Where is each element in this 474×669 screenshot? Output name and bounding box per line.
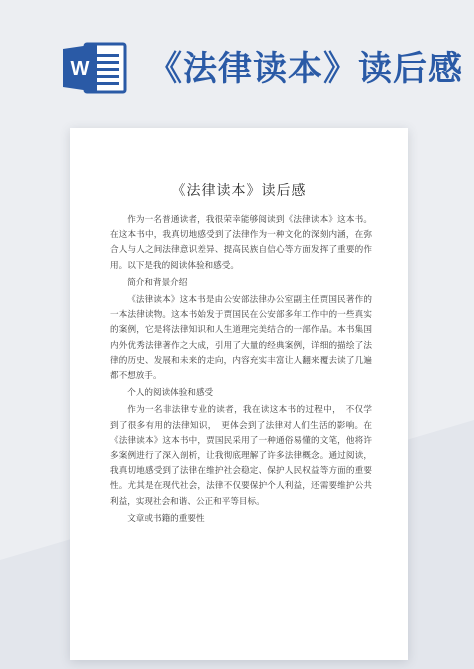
- header-banner: [0, 0, 474, 120]
- document-page: [70, 128, 408, 660]
- svg-text:W: W: [70, 58, 90, 80]
- document-body: [110, 213, 372, 529]
- header-title: 《法律读本》读后感: [148, 49, 463, 89]
- section-heading-intro: 简介和背景介绍: [127, 277, 188, 288]
- section-heading-importance: 文章或书籍的重要性: [127, 513, 205, 524]
- document-title: 《法律读本》读后感: [171, 183, 307, 199]
- experience-paragraph: 作为一名非法律专业的读者，我在读这本书的过程中， 不仅学到了很多有用的法律知识， 更体会到了法律对人们生活的影响。在《法律读本》这本书中，贾国民采用了一种通俗易懂的文笔，他将许多案例进行了深入剖析，让我彻底理解了许多法律概念。通过阅读，我真切地感受到了法律在维护社会稳定、保护人民权益等方面的重要性。尤其是在现代社会，法律不仅要保护个人利益，还需要维护公共利益，实现社会和谐、公正和平等目标。: [110, 405, 372, 507]
- section-heading-experience: 个人的阅读体验和感受: [127, 388, 214, 399]
- word-document-icon: [63, 42, 129, 94]
- background-paragraph: 《法律读本》这本书是由公安部法律办公室副主任贾国民著作的一本法律读物。这本书始发于贾国民在公安部多年工作中的一些真实的案例，它是将法律知识和人生道理完美结合的一部作品。本书集国内外优秀法律著作之大成，引用了大量的经典案例，详细的描绘了法律的历史、发展和未来的走向，内容充实丰富让人翻来覆去读了几遍都不想放手。: [110, 295, 372, 382]
- intro-paragraph: 作为一名普通读者，我很荣幸能够阅读到《法律读本》这本书。在这本书中，我真切地感受到了法律作为一种文化的深刻内涵，在弥合人与人之间法律意识差异、提高民族自信心等方面发挥了重要的作用。以下是我的阅读体验和感受。: [110, 215, 372, 271]
